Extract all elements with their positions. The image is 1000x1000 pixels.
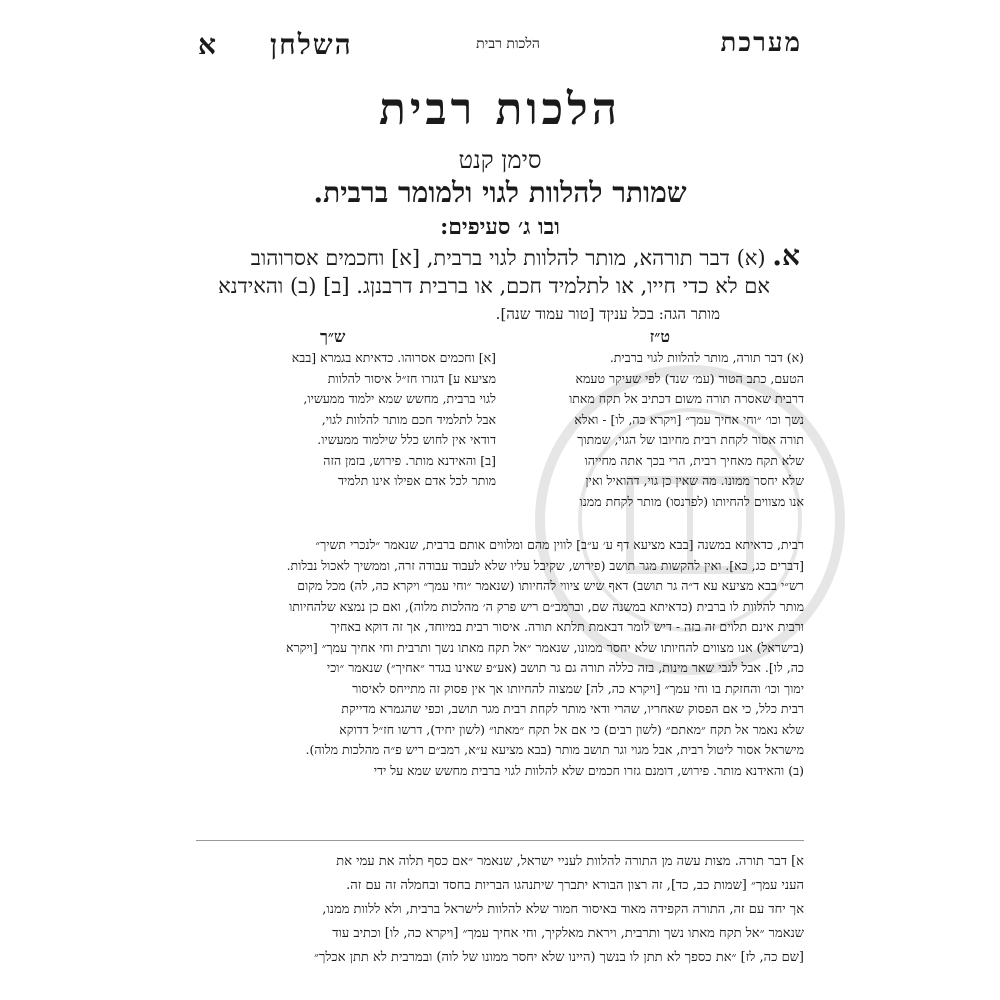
taz-continuation (196, 535, 804, 781)
text-line: ורבית אינם תלוים זה בזה - דיש לומר דבאמת תלתא תורה. איסור רבית במיוחד, אך זה דוקא באחיך (330, 619, 804, 634)
running-head-series: מערכת (720, 28, 802, 58)
shach-line: אבל לתלמיד חכם מותר להלוות לגוי, (321, 411, 496, 427)
shach-column (196, 348, 496, 492)
running-head (190, 28, 810, 68)
text-line: (בישראל) אנו מצווים להחיותו שלא יחסר ממונו, שנאמר ״אל תקח מאתו נשך ותרבית וחי אחיך עמך״ [ויקרא (286, 639, 804, 655)
text-line: מותר להלוות לו ברבית (כדאיתא במשנה שם, וברמב״ם ריש פרק ה׳ מהלכות מלוה), ואם כן נמצא שלהחיותו (289, 598, 804, 614)
taz-line: הטעם, כתב הטור (עמ׳ שנד) לפי שעיקר טעמא (575, 370, 804, 386)
text-line: רבית, כדאיתא במשנה [בבא מציעא דף ע׳ ע״ב] לווין מהם ומלווים אותם ברבית, שנאמר ״לנכרי תשיך״ (315, 537, 804, 552)
taz-line: שלא תקח מאחיך רבית, הרי בכך אתה מחייהו (584, 452, 804, 468)
running-head-section: הלכות רבית (476, 36, 540, 52)
seif-letter: א. (772, 239, 800, 272)
footnote-line: שנאמר ״אל תקח מאתו נשך ותרבית, ויראת מאלקיך, וחי אחיך עמך״ [ויקרא כה, לו] וכתיב עוד (332, 926, 804, 941)
footnotes (196, 850, 804, 970)
text-line: [דברים כג, כא]. ואין להקשות מגר תושב (פירוש, שקיבל עליו שלא לעבוד עבודה זרה, וממשיך לאכול נבלות. (286, 557, 804, 573)
shach-line: [ב] והאידנא מותר. פירוש, בזמן הזה (323, 452, 496, 468)
text-line: (ב) והאידנא מותר. פירוש, דומנם גזרו חכמים שלא להלוות לגוי ברבית מחשש שמא על ידי (373, 762, 804, 778)
text-line: מישראל אסור ליטול רבית, אבל מגוי וגר תושב מותר (בבא מציעא ע״א, רמב״ם ריש פ״ה מהלכות מלוה). (305, 742, 804, 757)
running-head-letter: א (198, 28, 216, 61)
text-line: כה, לו]. אבל לגבי שאר מינות, בזה כללה תורה גם גר תושב (אע״פ שאינו בגדר ״אחיך״) שנאמר ״וכי (326, 660, 804, 675)
main-line-2: אם לא כדי חייו, או לתלמיד חכם, או ברבית דרבנןג. [ב] (ב) והאידנא (218, 274, 770, 298)
commentary-headers (190, 327, 810, 349)
taz-line: דרבית שאסרה תורה משום דכתיב אל תקח מאתו (569, 391, 804, 406)
running-head-title: השלחן (270, 28, 353, 61)
main-line-1 (200, 239, 800, 272)
shach-header: ש״ך (320, 327, 346, 346)
main-line-3: מותר הגה: בכל עניןד [טור עמוד שנה]. (495, 305, 720, 323)
taz-line: אנו מצווים להחיותו (לפרנסו) מותר לקחת ממנו (579, 493, 804, 509)
footnote-line: העני עמך״ [שמות כב, כד], זה רצון הבורא יתברך שיתנהגו הבריות בחסד ובחמלה זה עם זה. (346, 878, 804, 893)
shach-line: מותר לכל אדם אפילו אינו תלמיד (338, 473, 496, 488)
footnote-line: אך יחד עם זה, התורה הקפידה מאוד באיסור חמור שלא להלוות לישראל ברבית, ולא ללוות ממנו, (322, 902, 804, 917)
siman-subtitle: שמותר להלוות לגוי ולמומר ברבית. (313, 176, 687, 209)
shach-line: לגוי ברבית, מחשש שמא ילמוד ממעשיו, (303, 391, 496, 406)
shach-line: דודאי אין לחוש כלל שילמוד ממעשיו. (317, 432, 496, 447)
document-page (190, 0, 810, 1000)
seifim-count: ובו ג׳ סעיפים: (440, 214, 560, 240)
taz-line: נשך וכו׳ ״וחי אחיך עמך״ [ויקרא כה, לו] - ואלא (574, 411, 804, 427)
shach-line: מציעא ע] דגזרו חז״ל איסור להלוות (327, 370, 496, 386)
taz-line: תורה אסור לקחת רבית מחיובו של הגוי, שמתוך (577, 432, 804, 447)
text-line: רבית כלל, כי אם הפסוק שאחריו, שהרי ודאי מותר לקחת רבית מגר תושב, וכפי שהגמרא מדייקת (341, 701, 804, 716)
taz-header: ט״ז (649, 327, 670, 346)
footnote-line: א] דבר תורה. מצות עשה מן התורה להלוות לעניי ישראל, שנאמר ״אם כסף תלוה את עמי את (336, 854, 804, 869)
main-line-1-text: (א) דבר תורהא, מותר להלוות לגוי ברבית, [א] וחכמים אסרוהוב (250, 246, 766, 270)
taz-line: (א) דבר תורה, מותר להלוות לגוי ברבית. (609, 350, 804, 365)
footnote-divider (196, 840, 804, 841)
taz-line: שלא יחסר ממונו. מה שאין כן גוי, דהואיל ואין (585, 473, 804, 488)
footnote-line: [שם כה, לז] ״את כספך לא תתן לו בנשך (היינו שלא יחסר ממונו של לוה) ובמרבית לא תתן אכלך״ (314, 950, 804, 965)
shach-line: [א] וחכמים אסרוהו. כדאיתא בגמרא [בבא (291, 350, 496, 365)
siman-number: סימן קנט (458, 146, 542, 174)
chapter-title: הלכות רבית (379, 84, 621, 135)
taz-column (504, 348, 804, 512)
text-line: רש״י בבא מציעא עא ד״ה גר תושב) דאף שיש ציווי להחיותו (שנאמר ״וחי עמך״ ויקרא כה, לה) מכל מקום (297, 578, 804, 593)
text-line: ימוך וכו׳ והחזקת בו וחי עמך״ [ויקרא כה, לה] שמצוה להחיותו אך אין פסוק זה מתייחס לאיסור (352, 680, 804, 696)
text-line: שלא נאמר אל תקח ״מאתם״ (לשון רבים) כי אם אל תקח ״מאתו״ (לשון יחיד), דרשו חז״ל דדוקא (339, 721, 804, 737)
main-text (200, 239, 800, 328)
commentary-columns (196, 348, 804, 534)
